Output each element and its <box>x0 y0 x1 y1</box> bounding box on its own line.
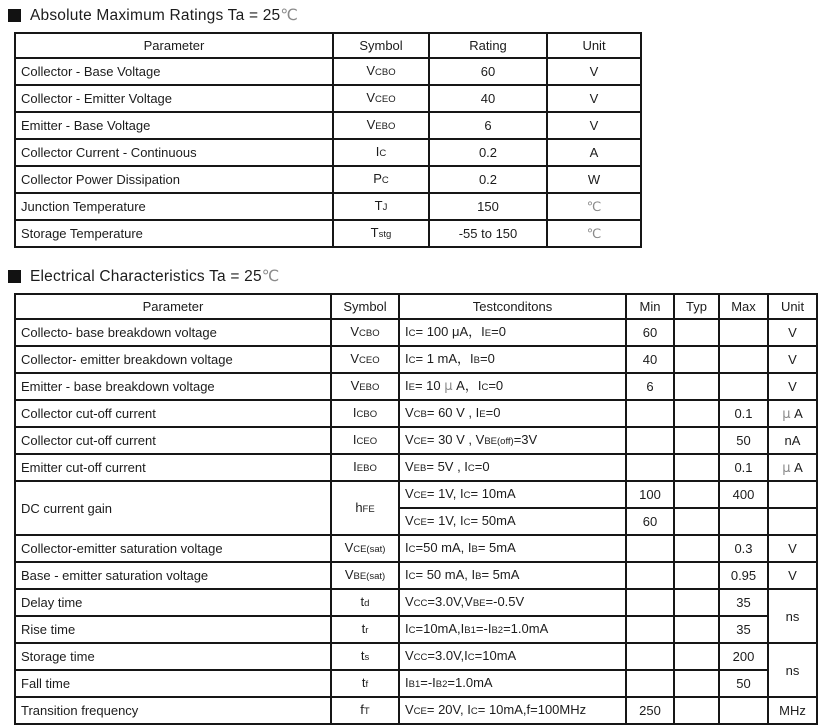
cell: V <box>547 58 641 85</box>
table-row <box>15 454 817 481</box>
cell <box>674 400 719 427</box>
table-row <box>15 427 817 454</box>
cell: 100 <box>626 481 674 508</box>
cell: tf <box>331 670 399 697</box>
cell: μ A <box>768 400 817 427</box>
cell: VEBO <box>331 373 399 400</box>
table-row <box>15 535 817 562</box>
cell: fT <box>331 697 399 724</box>
cell: Collector cut-off current <box>15 400 331 427</box>
table-row <box>15 373 817 400</box>
cell: 250 <box>626 697 674 724</box>
cell: VCEO <box>333 85 429 112</box>
table-row <box>15 319 817 346</box>
cell: 0.2 <box>429 166 547 193</box>
cell: VCC=3.0V,VBE=-0.5V <box>399 589 626 616</box>
cell: MHz <box>768 697 817 724</box>
cell: Storage time <box>15 643 331 670</box>
cell: V <box>768 346 817 373</box>
cell <box>674 427 719 454</box>
cell: VCE= 1V, IC= 50mA <box>399 508 626 535</box>
cell: DC current gain <box>15 481 331 535</box>
cell: -55 to 150 <box>429 220 547 247</box>
table-row <box>15 400 817 427</box>
cell: IC=10mA,IB1=-IB2=1.0mA <box>399 616 626 643</box>
cell: VCE= 1V, IC= 10mA <box>399 481 626 508</box>
cell <box>674 589 719 616</box>
cell: IE= 10 μ A，IC=0 <box>399 373 626 400</box>
cell: VCBO <box>331 319 399 346</box>
table-row <box>15 193 641 220</box>
cell: 200 <box>719 643 768 670</box>
column-header: Min <box>626 294 674 319</box>
cell: VCBO <box>333 58 429 85</box>
cell: td <box>331 589 399 616</box>
cell: Emitter - base breakdown voltage <box>15 373 331 400</box>
cell: IC=50 mA, IB= 5mA <box>399 535 626 562</box>
cell: VCE= 30 V , VBE(off)=3V <box>399 427 626 454</box>
cell: 50 <box>719 427 768 454</box>
cell: ns <box>768 643 817 697</box>
cell <box>674 616 719 643</box>
cell <box>626 454 674 481</box>
column-header: Max <box>719 294 768 319</box>
column-header: Unit <box>768 294 817 319</box>
section-marker-icon <box>8 9 21 22</box>
cell: TJ <box>333 193 429 220</box>
section-absolute-maximum-ratings <box>14 6 821 248</box>
cell: Delay time <box>15 589 331 616</box>
cell: 60 <box>626 319 674 346</box>
column-header: Rating <box>429 33 547 58</box>
cell <box>674 346 719 373</box>
cell: IC= 100 μA，IE=0 <box>399 319 626 346</box>
cell: Transition frequency <box>15 697 331 724</box>
cell: IC= 1 mA，IB=0 <box>399 346 626 373</box>
cell: V <box>768 319 817 346</box>
cell: Collecto- base breakdown voltage <box>15 319 331 346</box>
cell: 35 <box>719 589 768 616</box>
cell: Tstg <box>333 220 429 247</box>
table-row <box>15 112 641 139</box>
cell: VCC=3.0V,IC=10mA <box>399 643 626 670</box>
table-row <box>15 346 817 373</box>
cell: ts <box>331 643 399 670</box>
cell: ICBO <box>331 400 399 427</box>
cell <box>626 400 674 427</box>
cell: Collector - Base Voltage <box>15 58 333 85</box>
cell: VCE(sat) <box>331 535 399 562</box>
column-header: Typ <box>674 294 719 319</box>
cell <box>719 346 768 373</box>
column-header: Parameter <box>15 33 333 58</box>
cell: IEBO <box>331 454 399 481</box>
cell <box>719 508 768 535</box>
table-row <box>15 481 817 508</box>
cell: ℃ <box>547 220 641 247</box>
column-header: Parameter <box>15 294 331 319</box>
cell: 40 <box>429 85 547 112</box>
section-title-text: Electrical Characteristics Ta = 25℃ <box>30 266 280 285</box>
cell <box>674 643 719 670</box>
section-title <box>8 267 821 285</box>
cell: nA <box>768 427 817 454</box>
cell: 400 <box>719 481 768 508</box>
cell: 50 <box>719 670 768 697</box>
cell: W <box>547 166 641 193</box>
cell: Collector-emitter saturation voltage <box>15 535 331 562</box>
cell <box>626 562 674 589</box>
cell <box>674 562 719 589</box>
cell <box>626 589 674 616</box>
cell: 60 <box>429 58 547 85</box>
section-title <box>8 6 821 24</box>
cell <box>674 319 719 346</box>
table-row <box>15 562 817 589</box>
cell <box>626 670 674 697</box>
cell <box>626 427 674 454</box>
cell: V <box>547 112 641 139</box>
cell: VEB= 5V , IC=0 <box>399 454 626 481</box>
table-row <box>15 166 641 193</box>
cell: 6 <box>626 373 674 400</box>
cell: VEBO <box>333 112 429 139</box>
cell: Emitter - Base Voltage <box>15 112 333 139</box>
cell: ns <box>768 589 817 643</box>
cell: Collector- emitter breakdown voltage <box>15 346 331 373</box>
cell: Storage Temperature <box>15 220 333 247</box>
cell: VCEO <box>331 346 399 373</box>
cell: VCE= 20V, IC= 10mA,f=100MHz <box>399 697 626 724</box>
cell: 35 <box>719 616 768 643</box>
table-row <box>15 616 817 643</box>
section-electrical-characteristics <box>14 267 821 725</box>
cell <box>674 670 719 697</box>
cell: tr <box>331 616 399 643</box>
cell: A <box>547 139 641 166</box>
cell: Collector Power Dissipation <box>15 166 333 193</box>
table-row <box>15 58 641 85</box>
cell <box>626 643 674 670</box>
cell <box>674 373 719 400</box>
cell: ICEO <box>331 427 399 454</box>
cell <box>626 535 674 562</box>
column-header: Testconditons <box>399 294 626 319</box>
cell <box>674 481 719 508</box>
section-title-text: Absolute Maximum Ratings Ta = 25℃ <box>30 5 298 24</box>
cell: IB1=-IB2=1.0mA <box>399 670 626 697</box>
cell: 0.3 <box>719 535 768 562</box>
cell: VBE(sat) <box>331 562 399 589</box>
cell: 40 <box>626 346 674 373</box>
cell <box>768 508 817 535</box>
cell: hFE <box>331 481 399 535</box>
cell: Collector cut-off current <box>15 427 331 454</box>
cell <box>674 508 719 535</box>
cell: 150 <box>429 193 547 220</box>
section-marker-icon <box>8 270 21 283</box>
cell: V <box>768 562 817 589</box>
cell: VCB= 60 V , IE=0 <box>399 400 626 427</box>
cell <box>626 616 674 643</box>
column-header: Symbol <box>331 294 399 319</box>
cell: IC= 50 mA, IB= 5mA <box>399 562 626 589</box>
cell <box>674 535 719 562</box>
cell: V <box>768 535 817 562</box>
cell: Junction Temperature <box>15 193 333 220</box>
cell <box>719 319 768 346</box>
cell: 0.1 <box>719 400 768 427</box>
cell: μ A <box>768 454 817 481</box>
table-row <box>15 139 641 166</box>
cell: IC <box>333 139 429 166</box>
cell <box>719 373 768 400</box>
cell: Collector Current - Continuous <box>15 139 333 166</box>
cell: 60 <box>626 508 674 535</box>
cell <box>674 697 719 724</box>
electrical-characteristics-table <box>14 293 818 725</box>
table-row <box>15 697 817 724</box>
cell: 6 <box>429 112 547 139</box>
cell: ℃ <box>547 193 641 220</box>
cell <box>674 454 719 481</box>
cell: 0.95 <box>719 562 768 589</box>
table-row <box>15 85 641 112</box>
absolute-maximum-ratings-table <box>14 32 642 248</box>
cell: Emitter cut-off current <box>15 454 331 481</box>
table-row <box>15 589 817 616</box>
column-header: Symbol <box>333 33 429 58</box>
cell: 0.2 <box>429 139 547 166</box>
cell: V <box>768 373 817 400</box>
header-row <box>15 33 641 58</box>
cell: Rise time <box>15 616 331 643</box>
cell: Fall time <box>15 670 331 697</box>
cell <box>719 697 768 724</box>
cell: Collector - Emitter Voltage <box>15 85 333 112</box>
cell: PC <box>333 166 429 193</box>
column-header: Unit <box>547 33 641 58</box>
cell <box>768 481 817 508</box>
cell: 0.1 <box>719 454 768 481</box>
header-row <box>15 294 817 319</box>
table-row <box>15 670 817 697</box>
cell: V <box>547 85 641 112</box>
cell: Base - emitter saturation voltage <box>15 562 331 589</box>
table-row <box>15 220 641 247</box>
table-row <box>15 643 817 670</box>
